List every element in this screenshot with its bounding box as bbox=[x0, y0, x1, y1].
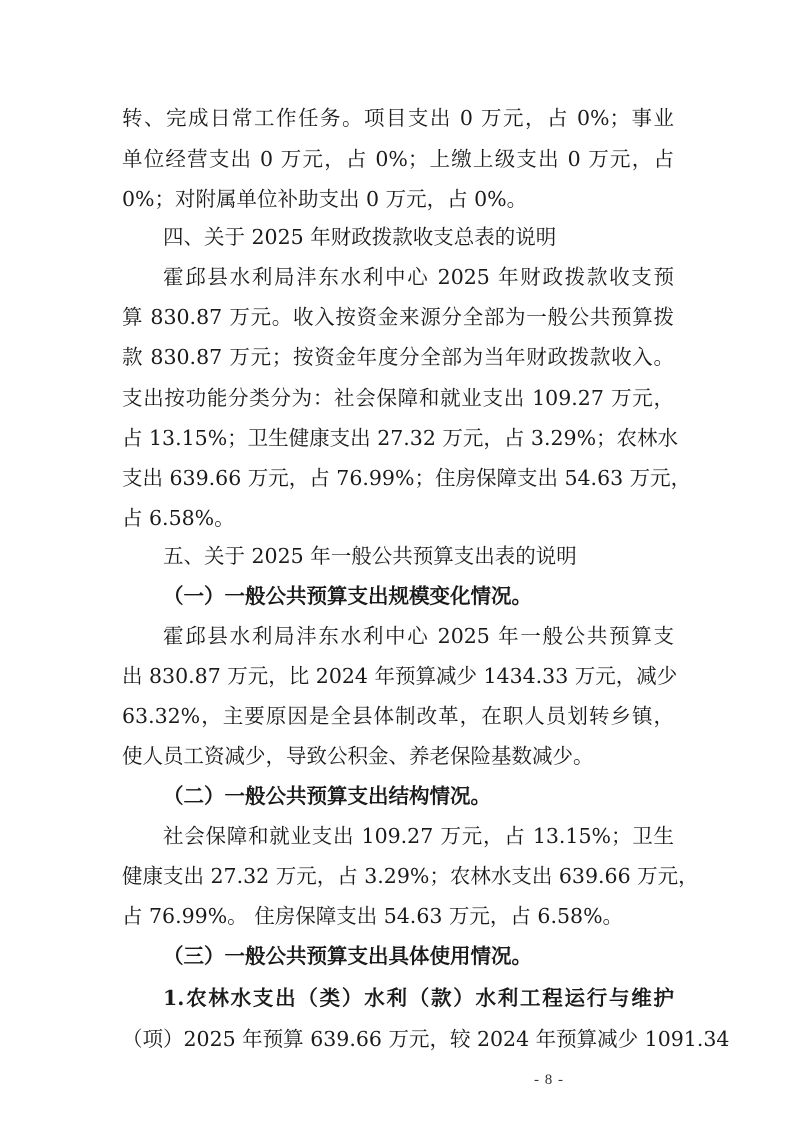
section-heading: 四、关于 2025 年财政拨款收支总表的说明 bbox=[163, 225, 557, 249]
body-line: 1.农林水支出（类）水利（款）水利工程运行与维护 bbox=[163, 986, 674, 1010]
body-line: 占 76.99%。 住房保障支出 54.63 万元，占 6.58%。 bbox=[122, 904, 624, 928]
body-line: 转、完成日常工作任务。项目支出 0 万元，占 0%；事业 bbox=[122, 106, 674, 130]
body-line: 占 6.58%。 bbox=[122, 506, 235, 530]
subsection-heading: （二）一般公共预算支出结构情况。 bbox=[163, 784, 491, 808]
body-line: 霍邱县水利局沣东水利中心 2025 年一般公共预算支 bbox=[163, 624, 674, 648]
body-line: 63.32%，主要原因是全县体制改革，在职人员划转乡镇， bbox=[122, 704, 674, 728]
body-line: 单位经营支出 0 万元，占 0%；上缴上级支出 0 万元，占 bbox=[122, 147, 674, 171]
body-line: 支出按功能分类分为：社会保障和就业支出 109.27 万元， bbox=[122, 386, 674, 410]
body-line: 0%；对附属单位补助支出 0 万元，占 0%。 bbox=[122, 187, 528, 211]
subsection-heading: （一）一般公共预算支出规模变化情况。 bbox=[163, 584, 532, 608]
body-line: 健康支出 27.32 万元，占 3.29%；农林水支出 639.66 万元， bbox=[122, 864, 699, 888]
subsection-heading: （三）一般公共预算支出具体使用情况。 bbox=[163, 944, 532, 968]
body-line: 出 830.87 万元，比 2024 年预算减少 1434.33 万元，减少 bbox=[122, 664, 678, 688]
body-line: 社会保障和就业支出 109.27 万元，占 13.15%；卫生 bbox=[163, 824, 674, 848]
body-line: 占 13.15%；卫生健康支出 27.32 万元，占 3.29%；农林水 bbox=[122, 426, 679, 450]
section-heading: 五、关于 2025 年一般公共预算支出表的说明 bbox=[163, 544, 577, 568]
body-line: 使人员工资减少，导致公积金、养老保险基数减少。 bbox=[122, 744, 594, 768]
page-number: - 8 - bbox=[534, 1072, 564, 1088]
body-line: 霍邱县水利局沣东水利中心 2025 年财政拨款收支预 bbox=[163, 265, 674, 289]
body-line: 款 830.87 万元；按资金年度分全部为当年财政拨款收入。 bbox=[122, 345, 674, 369]
body-line: 算 830.87 万元。收入按资金来源分全部为一般公共预算拨 bbox=[122, 305, 674, 329]
body-line: 支出 639.66 万元，占 76.99%；住房保障支出 54.63 万元， bbox=[122, 466, 692, 490]
body-line: （项）2025 年预算 639.66 万元，较 2024 年预算减少 1091.34 bbox=[122, 1027, 730, 1051]
